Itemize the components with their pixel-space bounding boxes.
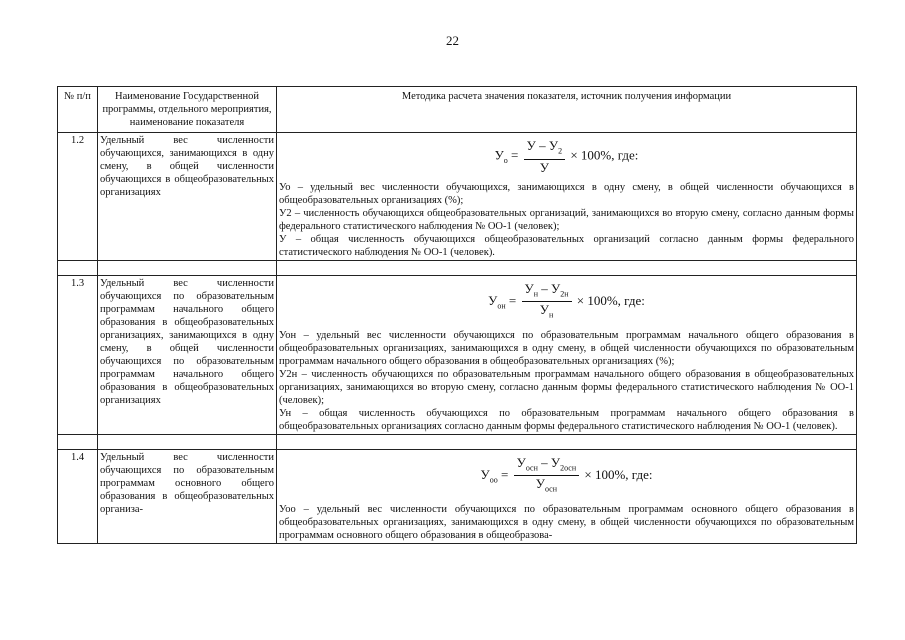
row-method xyxy=(277,275,857,434)
formula-fraction xyxy=(524,138,565,175)
table-row xyxy=(58,449,857,543)
row-name: Удельный вес численности обучающихся, занимающихся в одну смену, в общей численности обучающихся в общеобразовательных организациях xyxy=(98,133,277,261)
formula-denominator-sub: н xyxy=(548,310,554,320)
definition: У – общая численность обучающихся общеобразовательных организаций согласно данным формы федерального статистического наблюдения № ОО-1 (человек). xyxy=(279,233,854,258)
formula-numerator: У xyxy=(516,454,526,470)
formula-numerator-part2: – У xyxy=(537,454,561,470)
formula-tail: × 100%, где: xyxy=(576,292,645,308)
formula-lhs-sub: о xyxy=(503,155,508,165)
formula-tail: × 100%, где: xyxy=(584,466,653,482)
indicators-table xyxy=(57,86,857,544)
row-method xyxy=(277,133,857,261)
definitions xyxy=(279,181,854,259)
definition: Уон – удельный вес численности обучающихся по образовательным программам начального общего образования в общеобразовательных организациях, занимающихся в одну смену, в общей численности обучающихся по образовательным программам начального общего образования в общеобразовательных организациях (%); xyxy=(279,329,854,367)
row-num: 1.3 xyxy=(58,275,98,434)
definitions xyxy=(279,503,854,542)
formula-denominator: У xyxy=(539,159,549,175)
definition: У2 – численность обучающихся общеобразовательных организаций, занимающихся во вторую смену, согласно данным формы федерального статистического наблюдения № ОО-1 (человек); xyxy=(279,207,854,232)
formula-numerator-part2: – У xyxy=(538,280,561,296)
formula-lhs-sub: оо xyxy=(489,475,498,485)
formula-numerator: У xyxy=(524,280,534,296)
row-num: 1.4 xyxy=(58,449,98,543)
header-name: Наименование Государственной программы, отдельного мероприятия, наименование показателя xyxy=(98,87,277,133)
formula-denominator: У xyxy=(535,476,545,492)
formula-lhs: У xyxy=(480,466,490,482)
formula-fraction xyxy=(514,455,580,497)
header-method: Методика расчета значения показателя, источник получения информации xyxy=(277,87,857,133)
table-row xyxy=(58,275,857,434)
formula: $У_{оо}$ = $\frac{У_{осн} - У_{2осн}}{У_{осн}}$ × 100%, где: xyxy=(279,455,854,497)
formula-denominator: У xyxy=(539,302,549,318)
formula-numerator: У – У xyxy=(526,138,559,153)
formula-lhs-sub: он xyxy=(497,301,506,311)
formula-lhs: У xyxy=(494,147,504,163)
formula-tail: × 100%, где: xyxy=(570,147,639,163)
formula-numerator-part2-sub: 2н xyxy=(560,289,569,299)
formula-numerator-sub: н xyxy=(533,289,538,299)
table-header-row xyxy=(58,87,857,133)
definition: Уоо – удельный вес численности обучающихся по образовательным программам основного общего образования в общеобразовательных организациях, занимающихся в одну смену, в общей численности обучающихся по образовательным программам основного общего образования в общеобразова- xyxy=(279,503,854,541)
page-number: 22 xyxy=(446,33,459,48)
row-name: Удельный вес численности обучающихся по образовательным программам начального общего образования в общеобразовательных организациях, занимающихся в одну смену, в общей численности обучающихся по образовательным программам начального общего образования в общеобразовательных организациях xyxy=(98,275,277,434)
formula-fraction xyxy=(522,281,572,323)
definition: Уо – удельный вес численности обучающихся, занимающихся в одну смену, в общей численности обучающихся в общеобразовательных организациях (%); xyxy=(279,181,854,206)
row-num: 1.2 xyxy=(58,133,98,261)
formula-numerator-sub: 2 xyxy=(558,146,563,156)
formula-lhs: У xyxy=(488,292,498,308)
formula: $У_{он}$ = $\frac{У_н - У_{2н}}{У_н}$ × 100%, где: xyxy=(279,281,854,323)
row-gap xyxy=(58,260,857,275)
definition: Ун – общая численность обучающихся по образовательным программам начального общего образования в общеобразовательных организациях согласно данным формы федерального статистического наблюдения № ОО-1 (человек). xyxy=(279,407,854,432)
row-gap xyxy=(58,434,857,449)
header-num: № п/п xyxy=(58,87,98,133)
formula-numerator-sub: осн xyxy=(525,463,538,473)
definition: У2н – численность обучающихся по образовательным программам начального общего образования в общеобразовательных организациях, занимающихся во вторую смену, согласно данным формы федерального статистического наблюдения № ОО-1 (человек); xyxy=(279,368,854,406)
definitions xyxy=(279,329,854,433)
formula: $У_о$ = $\frac{У - У_2}{У}$ × 100%, где: xyxy=(494,138,639,175)
formula-denominator-sub: осн xyxy=(544,484,557,494)
table-row xyxy=(58,133,857,261)
row-name: Удельный вес численности обучающихся по образовательным программам основного общего образования в общеобразовательных организа- xyxy=(98,449,277,543)
row-method xyxy=(277,449,857,543)
formula-numerator-part2-sub: 2осн xyxy=(560,463,577,473)
